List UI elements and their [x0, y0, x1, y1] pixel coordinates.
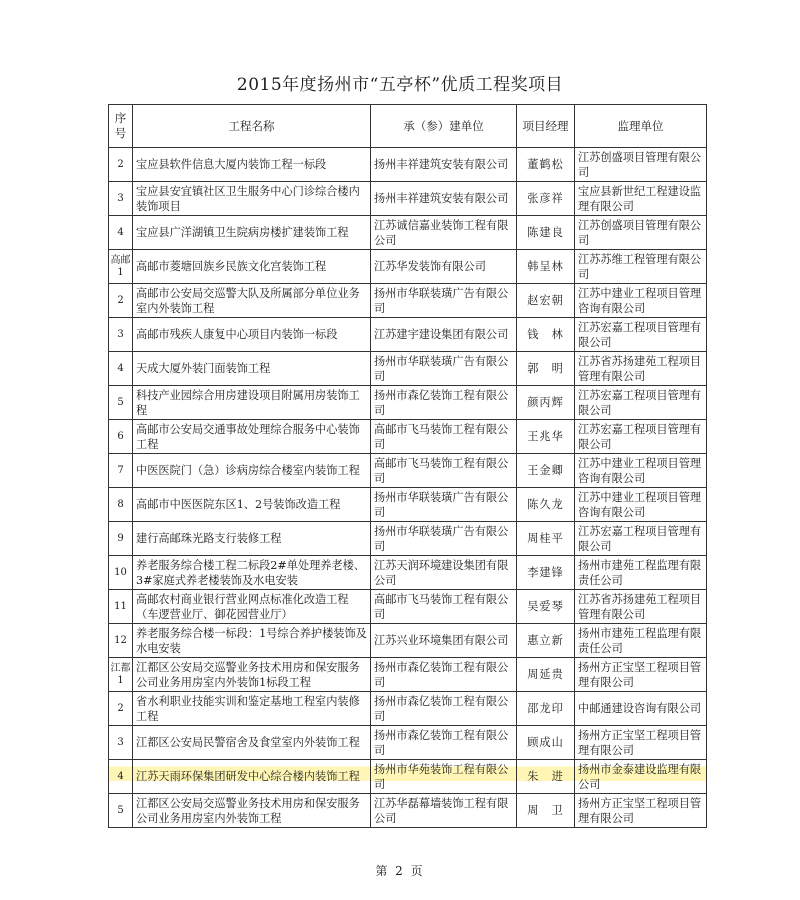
header-no: 序号: [109, 105, 133, 148]
table-header-row: [109, 105, 707, 148]
row-no: 3: [109, 726, 133, 760]
table-row: [109, 556, 707, 590]
row-builder: 扬州市华联装璜广告有限公司: [371, 284, 517, 318]
row-no: 江都1: [109, 658, 133, 692]
row-manager: 韩呈林: [517, 250, 575, 284]
row-project: 江苏天雨环保集团研发中心综合楼内装饰工程: [133, 760, 371, 794]
row-supervisor: 江苏创盛项目管理有限公司: [575, 216, 707, 250]
row-no: 7: [109, 454, 133, 488]
row-project: 宝应县广洋湖镇卫生院病房楼扩建装饰工程: [133, 216, 371, 250]
row-builder: 扬州市森亿装饰工程有限公司: [371, 386, 517, 420]
row-manager: 吴爱琴: [517, 590, 575, 624]
row-supervisor: 江苏省苏扬建苑工程项目管理有限公司: [575, 352, 707, 386]
row-manager: 周 卫: [517, 794, 575, 828]
row-builder: 江苏华发装饰有限公司: [371, 250, 517, 284]
row-project: 高邮市菱塘回族乡民族文化宫装饰工程: [133, 250, 371, 284]
row-no: 2: [109, 284, 133, 318]
row-project: 养老服务综合楼工程二标段2#单处理养老楼、3#家庭式养老楼装饰及水电安装: [133, 556, 371, 590]
row-manager: 董鹤松: [517, 148, 575, 182]
row-project: 高邮农村商业银行营业网点标准化改造工程（车逻营业厅、御花园营业厅）: [133, 590, 371, 624]
table-row: [109, 386, 707, 420]
row-project: 江都区公安局交巡警业务技术用房和保安服务公司业务用房室内外装饰1标段工程: [133, 658, 371, 692]
row-supervisor: 扬州方正宝坚工程项目管理有限公司: [575, 658, 707, 692]
row-supervisor: 扬州方正宝坚工程项目管理有限公司: [575, 726, 707, 760]
row-supervisor: 江苏中建业工程项目管理咨询有限公司: [575, 454, 707, 488]
row-no: 3: [109, 318, 133, 352]
row-project: 养老服务综合楼一标段：1号综合养护楼装饰及水电安装: [133, 624, 371, 658]
row-no: 12: [109, 624, 133, 658]
table-row: [109, 318, 707, 352]
row-no: 6: [109, 420, 133, 454]
row-supervisor: 江苏宏嘉工程项目管理有限公司: [575, 318, 707, 352]
row-no: 5: [109, 794, 133, 828]
row-supervisor: 中邮通建设咨询有限公司: [575, 692, 707, 726]
row-no: 2: [109, 148, 133, 182]
row-project: 科技产业园综合用房建设项目附属用房装饰工程: [133, 386, 371, 420]
table-row: [109, 692, 707, 726]
row-manager: 王兆华: [517, 420, 575, 454]
row-no: 4: [109, 760, 133, 794]
header-project: 工程名称: [133, 105, 371, 148]
row-manager: 赵宏朝: [517, 284, 575, 318]
table-row: [109, 182, 707, 216]
row-manager: 王金卿: [517, 454, 575, 488]
table-row: [109, 216, 707, 250]
row-builder: 江苏兴业环境集团有限公司: [371, 624, 517, 658]
row-supervisor: 江苏宏嘉工程项目管理有限公司: [575, 386, 707, 420]
row-manager: 邵龙印: [517, 692, 575, 726]
row-project: 中医医院门（急）诊病房综合楼室内装饰工程: [133, 454, 371, 488]
table-row: [109, 590, 707, 624]
row-no: 5: [109, 386, 133, 420]
row-supervisor: 江苏宏嘉工程项目管理有限公司: [575, 522, 707, 556]
table-row: [109, 352, 707, 386]
row-project: 建行高邮珠光路支行装修工程: [133, 522, 371, 556]
table-row: [109, 284, 707, 318]
row-supervisor: 江苏宏嘉工程项目管理有限公司: [575, 420, 707, 454]
row-project: 天成大厦外装门面装饰工程: [133, 352, 371, 386]
table-row: [109, 454, 707, 488]
row-manager: 惠立新: [517, 624, 575, 658]
row-builder: 高邮市飞马装饰工程有限公司: [371, 454, 517, 488]
row-builder: 扬州市华联装璜广告有限公司: [371, 522, 517, 556]
row-builder: 江苏建宇建设集团有限公司: [371, 318, 517, 352]
row-builder: 江苏诚信嘉业装饰工程有限公司: [371, 216, 517, 250]
row-project: 高邮市残疾人康复中心项目内装饰一标段: [133, 318, 371, 352]
row-supervisor: 扬州方正宝坚工程项目管理有限公司: [575, 794, 707, 828]
row-builder: 扬州市森亿装饰工程有限公司: [371, 726, 517, 760]
row-supervisor: 江苏中建业工程项目管理咨询有限公司: [575, 284, 707, 318]
table-row-highlighted: [109, 760, 707, 794]
header-builder: 承（参）建单位: [371, 105, 517, 148]
row-builder: 江苏华磊幕墙装饰工程有限公司: [371, 794, 517, 828]
row-no: 高邮1: [109, 250, 133, 284]
row-supervisor: 扬州市建苑工程监理有限责任公司: [575, 556, 707, 590]
row-builder: 扬州市森亿装饰工程有限公司: [371, 692, 517, 726]
row-manager: 张彦祥: [517, 182, 575, 216]
row-no: 11: [109, 590, 133, 624]
row-project: 宝应县软件信息大厦内装饰工程一标段: [133, 148, 371, 182]
row-no: 4: [109, 216, 133, 250]
row-supervisor: 扬州市金泰建设监理有限公司: [575, 760, 707, 794]
row-builder: 扬州市华联装璜广告有限公司: [371, 352, 517, 386]
row-builder: 扬州市森亿装饰工程有限公司: [371, 658, 517, 692]
row-no: 2: [109, 692, 133, 726]
document-title: 2015年度扬州市“五亭杯”优质工程奖项目: [236, 75, 564, 95]
table-row: [109, 250, 707, 284]
row-manager: 朱 进: [517, 760, 575, 794]
row-project: 高邮市中医医院东区1、2号装饰改造工程: [133, 488, 371, 522]
row-builder: 扬州丰祥建筑安装有限公司: [371, 148, 517, 182]
table-row: [109, 148, 707, 182]
row-project: 江都区公安局民警宿舍及食堂室内外装饰工程: [133, 726, 371, 760]
row-project: 省水利职业技能实训和鉴定基地工程室内装修工程: [133, 692, 371, 726]
row-manager: 李建锋: [517, 556, 575, 590]
table-row: [109, 624, 707, 658]
row-no: 9: [109, 522, 133, 556]
table-row: [109, 420, 707, 454]
row-builder: 高邮市飞马装饰工程有限公司: [371, 420, 517, 454]
row-supervisor: 江苏创盛项目管理有限公司: [575, 148, 707, 182]
table-row: [109, 726, 707, 760]
row-no: 10: [109, 556, 133, 590]
row-manager: 周桂平: [517, 522, 575, 556]
row-builder: 高邮市飞马装饰工程有限公司: [371, 590, 517, 624]
row-builder: 江苏天润环境建设集团有限公司: [371, 556, 517, 590]
page-number: 第 2 页: [375, 864, 425, 878]
row-supervisor: 江苏苏维工程管理有限公司: [575, 250, 707, 284]
row-project: 高邮市公安局交巡警大队及所属部分单位业务室内外装饰工程: [133, 284, 371, 318]
row-manager: 陈久龙: [517, 488, 575, 522]
row-supervisor: 江苏省苏扬建苑工程项目管理有限公司: [575, 590, 707, 624]
row-manager: 陈建良: [517, 216, 575, 250]
row-no: 4: [109, 352, 133, 386]
row-manager: 周延贵: [517, 658, 575, 692]
row-no: 3: [109, 182, 133, 216]
table-row: [109, 488, 707, 522]
row-builder: 扬州市华苑装饰工程有限公司: [371, 760, 517, 794]
table-row: [109, 522, 707, 556]
row-builder: 扬州丰祥建筑安装有限公司: [371, 182, 517, 216]
row-manager: 钱 林: [517, 318, 575, 352]
row-supervisor: 扬州市建苑工程监理有限责任公司: [575, 624, 707, 658]
row-manager: 郭 明: [517, 352, 575, 386]
header-supervisor: 监理单位: [575, 105, 707, 148]
row-project: 江都区公安局交巡警业务技术用房和保安服务公司业务用房室内外装饰工程: [133, 794, 371, 828]
header-manager: 项目经理: [517, 105, 575, 148]
row-no: 8: [109, 488, 133, 522]
row-supervisor: 江苏中建业工程项目管理咨询有限公司: [575, 488, 707, 522]
row-project: 宝应县安宜镇社区卫生服务中心门诊综合楼内装饰项目: [133, 182, 371, 216]
row-builder: 扬州市华联装璜广告有限公司: [371, 488, 517, 522]
row-manager: 颜丙辉: [517, 386, 575, 420]
table-row: [109, 658, 707, 692]
row-manager: 顾成山: [517, 726, 575, 760]
row-supervisor: 宝应县新世纪工程建设监理有限公司: [575, 182, 707, 216]
row-project: 高邮市公安局交通事故处理综合服务中心装饰工程: [133, 420, 371, 454]
award-table: [108, 104, 707, 828]
table-row: [109, 794, 707, 828]
